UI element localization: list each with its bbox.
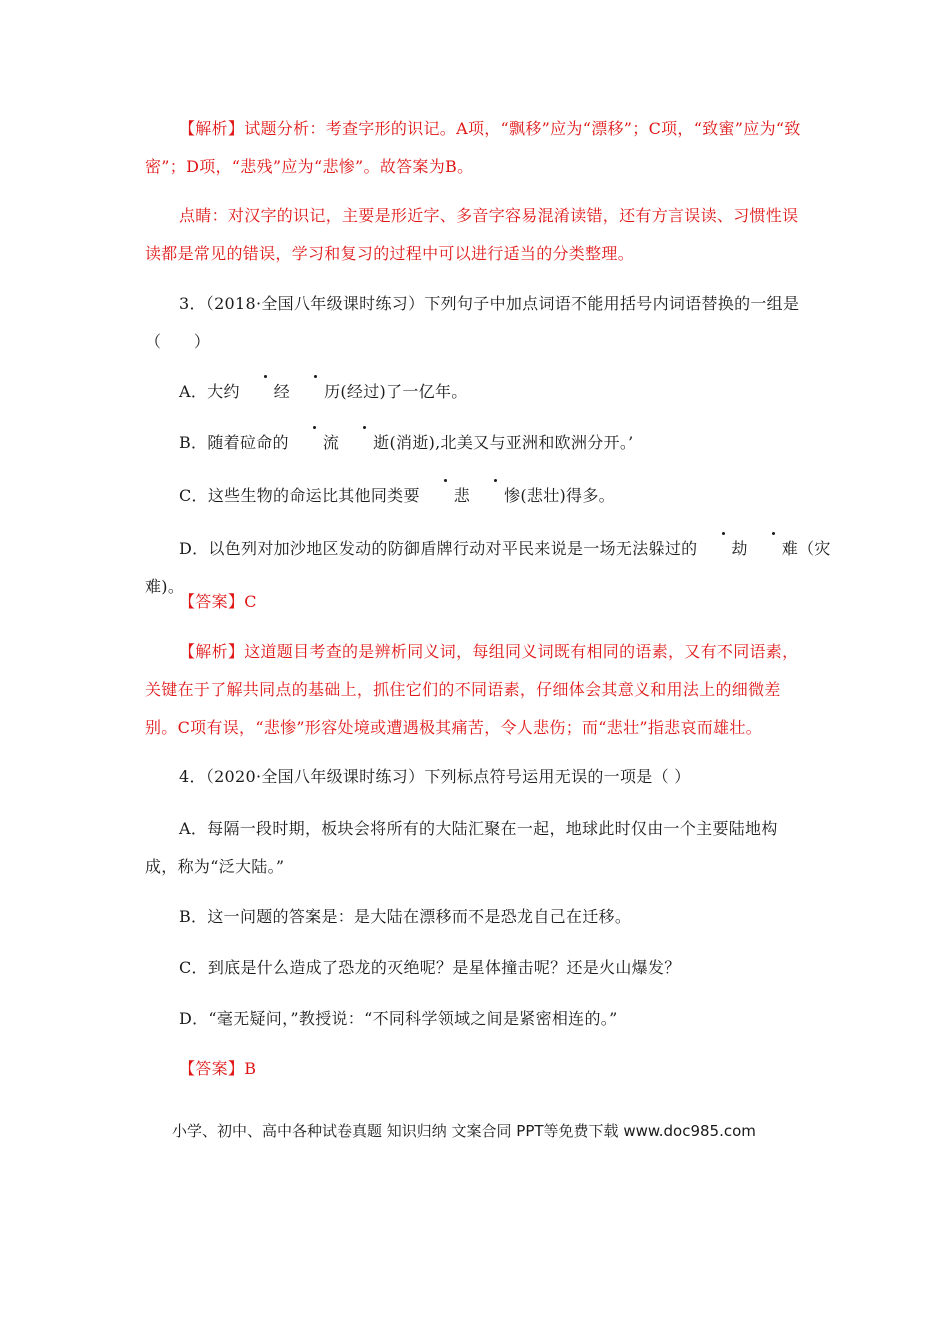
question-3-option-c: C．这些生物的命运比其他同类要 悲 惨(悲壮)得多。 xyxy=(145,477,805,515)
dotted-char: 惨 xyxy=(470,477,520,515)
question-4-option-b: B．这一问题的答案是：是大陆在漂移而不是恐龙自己在迁移。 xyxy=(179,907,632,926)
analysis-tag: 【解析】 xyxy=(179,119,245,138)
question-3-answer xyxy=(145,583,805,621)
question-3-option-d: D．以色列对加沙地区发动的防御盾牌行动对平民来说是一场无法躲过的 劫 难（灾难)。 xyxy=(145,530,835,606)
tip-paragraph xyxy=(145,197,805,273)
dotted-char: 流 xyxy=(289,424,339,462)
analysis-tag: 【解析】 xyxy=(179,642,245,661)
question-4-option-a: A．每隔一段时期，板块会将所有的大陆汇聚在一起，地球此时仅由一个主要陆地构成，称为“泛大陆。” xyxy=(145,819,778,876)
answer-tag: 【答案】 xyxy=(179,592,245,611)
question-4-option-c: C．到底是什么造成了恐龙的灭绝呢？是星体撞击呢？还是火山爆发？ xyxy=(179,958,681,977)
question-4-answer xyxy=(145,1050,805,1088)
dotted-char: 难 xyxy=(748,530,798,568)
dotted-char: 经 xyxy=(240,373,290,411)
dotted-char: 历 xyxy=(290,373,340,411)
dotted-char: 劫 xyxy=(697,530,747,568)
question-4-stem: 4．（2020·全国八年级课时练习）下列标点符号运用无误的一项是（ ） xyxy=(179,767,691,786)
question-4-option-d: D．“毫无疑问，”教授说：“不同科学领域之间是紧密相连的。” xyxy=(179,1009,618,1028)
question-3-analysis xyxy=(145,633,805,747)
answer-value: C xyxy=(244,592,257,611)
answer-tag: 【答案】 xyxy=(179,1059,245,1078)
question-3-stem: 3．（2018·全国八年级课时练习）下列句子中加点词语不能用括号内词语替换的一组是（ ） xyxy=(145,294,800,351)
footer-promo-text: 小学、初中、高中各种试卷真题 知识归纳 文案合同 PPT等免费下载 www.doc985.com xyxy=(172,1122,756,1140)
analysis-text: 试题分析：考查字形的识记。A项，“飘移”应为“漂移”；C项，“致蜜”应为“致密”；D项，“悲残”应为“悲惨”。故答案为B。 xyxy=(145,119,801,176)
analysis-text: 这道题目考查的是辨析同义词，每组同义词既有相同的语素，又有不同语素，关键在于了解共同点的基础上，抓住它们的不同语素，仔细体会其意义和用法上的细微差别。C项有误，“悲惨”形容处境或遭遇极其痛苦，令人悲伤；而“悲壮”指悲哀而雄壮。 xyxy=(145,642,799,737)
tip-text: 点睛：对汉字的识记，主要是形近字、多音字容易混淆读错，还有方言误读、习惯性误读都是常见的错误，学习和复习的过程中可以进行适当的分类整理。 xyxy=(145,206,799,263)
dotted-char: 悲 xyxy=(420,477,470,515)
dotted-char: 逝 xyxy=(339,424,389,462)
question-3-option-a: A．大约 经 历(经过)了一亿年。 xyxy=(145,373,805,411)
answer-value: B xyxy=(244,1059,257,1078)
analysis-paragraph-1 xyxy=(145,110,805,186)
question-3-option-b: B．随着砬命的 流 逝(消逝),北美又与亚洲和欧洲分开。’ xyxy=(145,424,805,462)
